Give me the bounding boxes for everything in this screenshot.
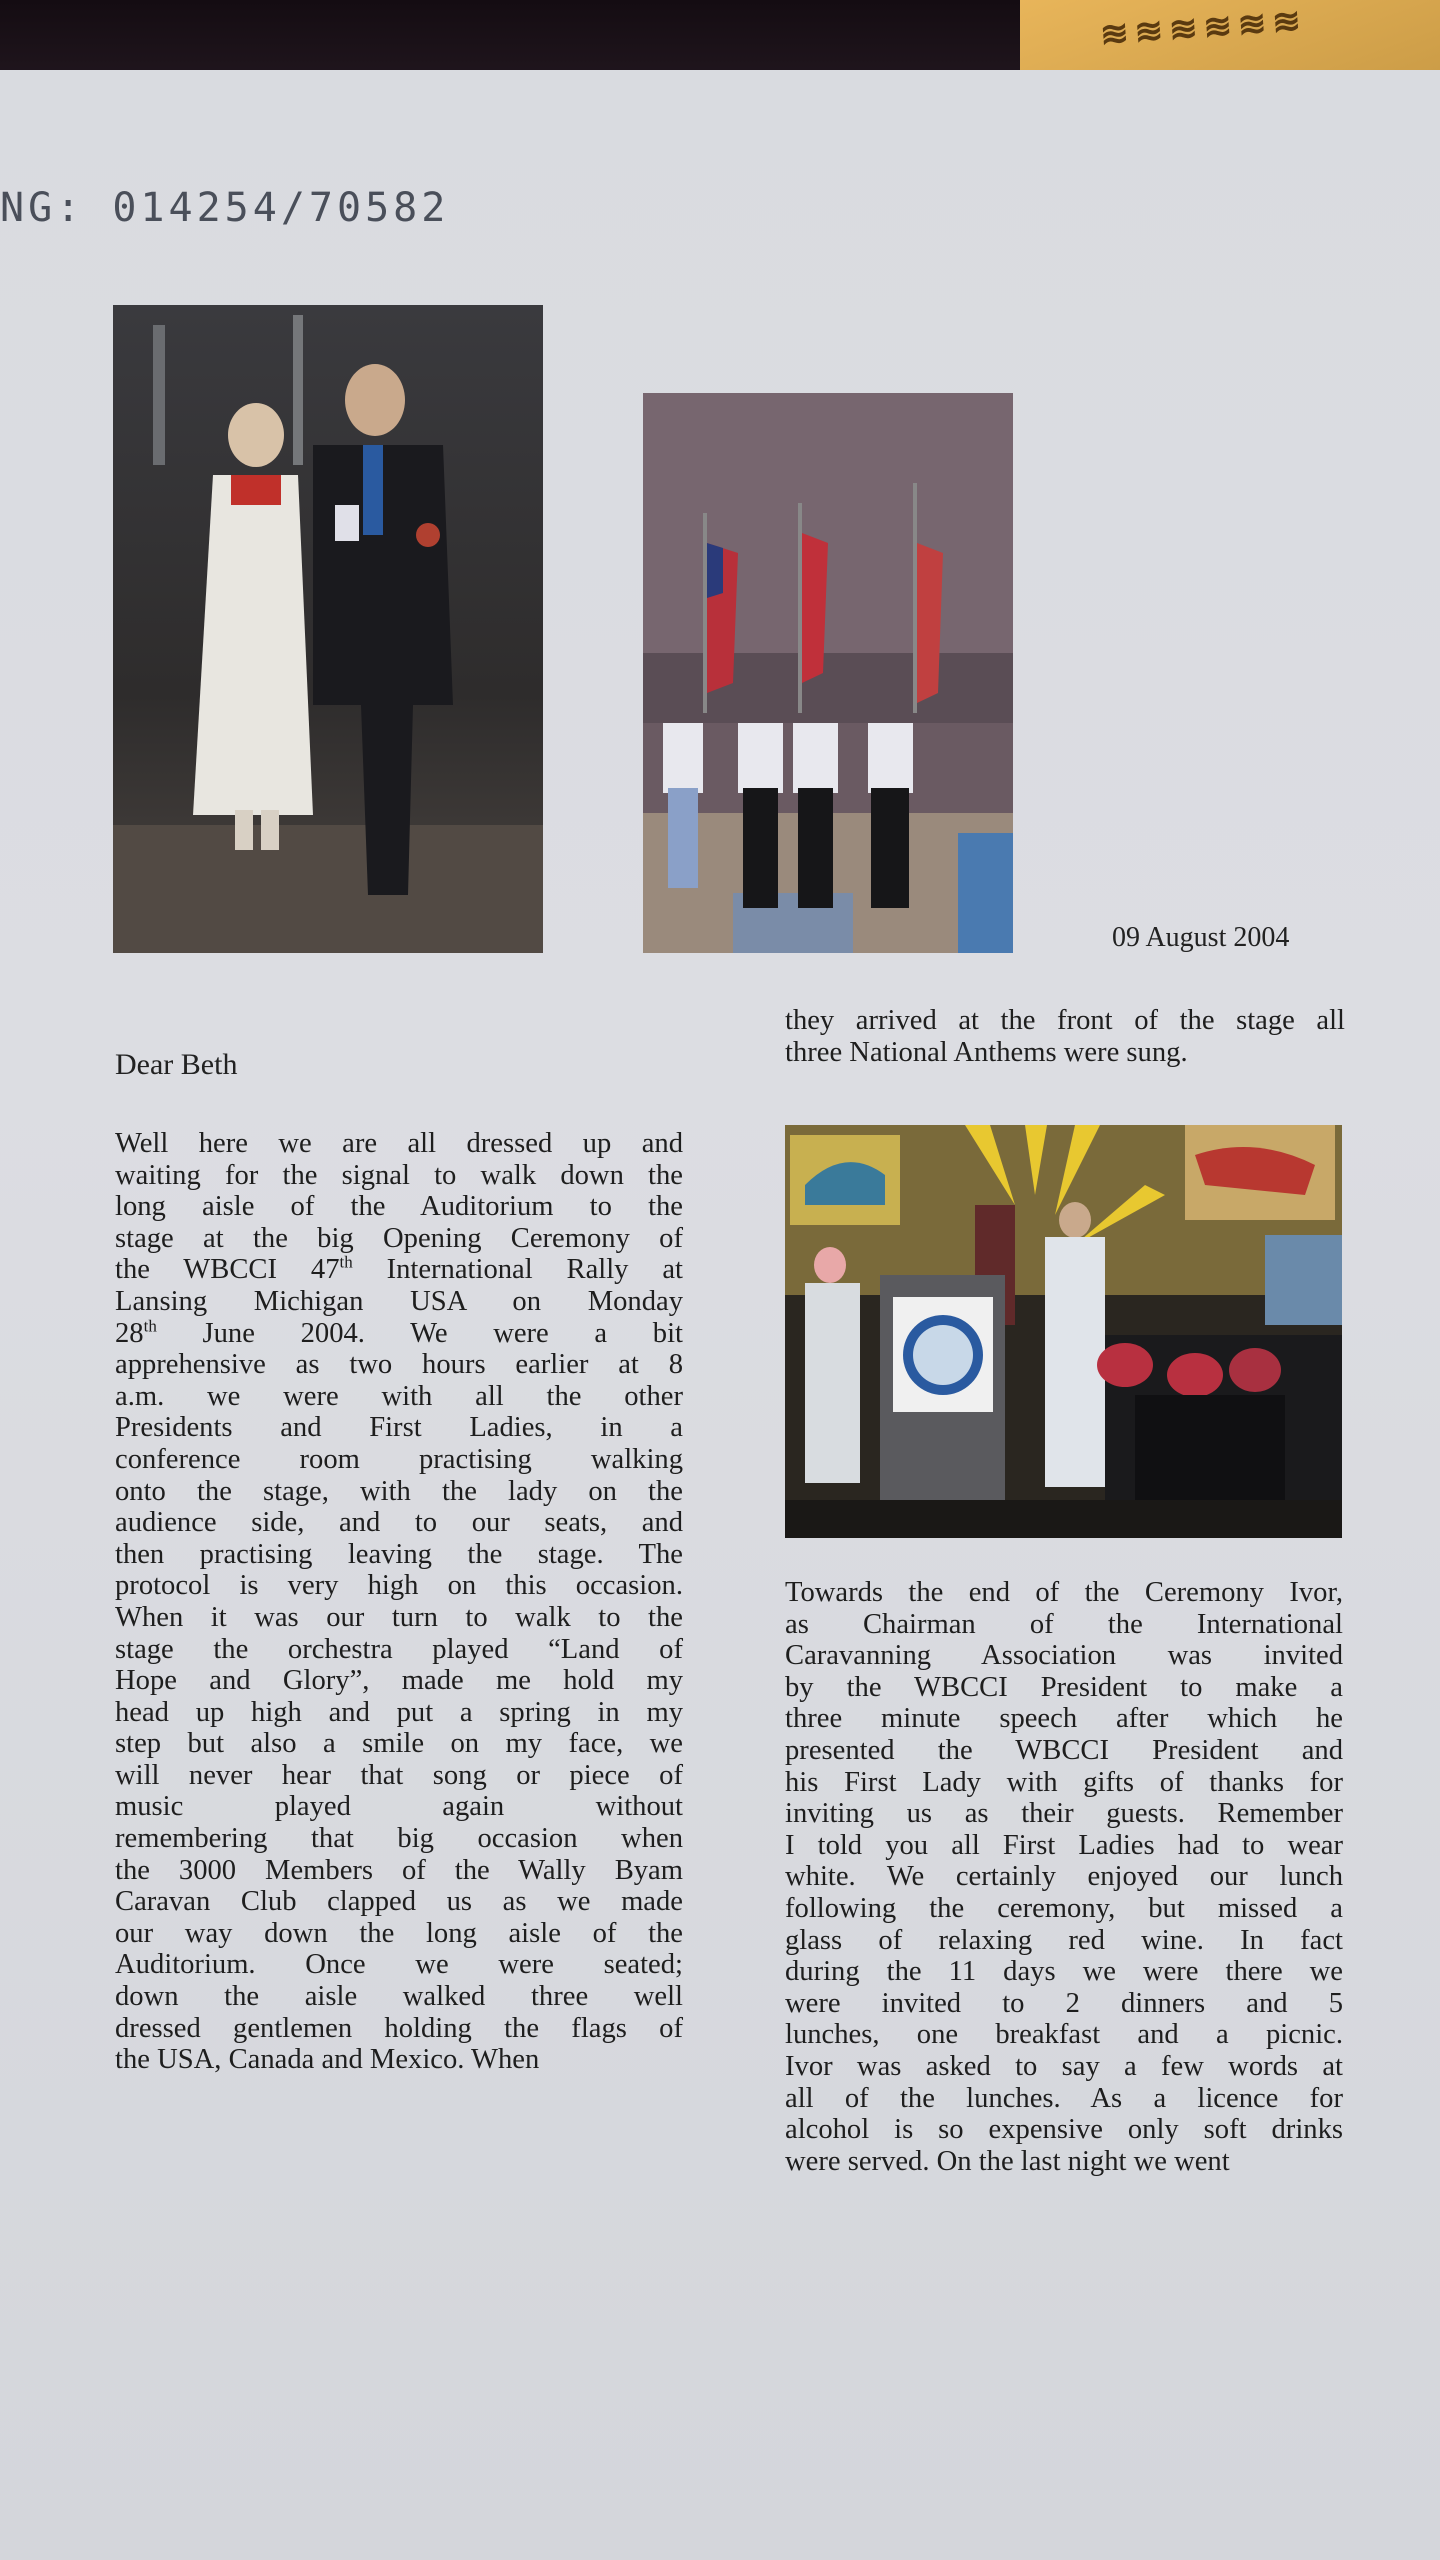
right-column-continuation <box>785 1005 1345 1068</box>
text-line: Auditorium. Once we were seated; <box>115 1949 683 1981</box>
text-line: the WBCCI 47th International Rally at <box>115 1252 683 1286</box>
text-line: stage the orchestra played “Land of <box>115 1633 683 1665</box>
text-line: as Chairman of the International <box>785 1608 1343 1640</box>
text-line: then practising leaving the stage. The <box>115 1538 683 1570</box>
text-line: remembering that big occasion when <box>115 1823 683 1855</box>
text-line: they arrived at the front of the stage all <box>785 1005 1345 1036</box>
text-line: during the 11 days we were there we <box>785 1956 1343 1988</box>
text-line: a.m. we were with all the other <box>115 1380 683 1412</box>
text-line: When it was our turn to walk to the <box>115 1601 683 1633</box>
text-line: Ivor was asked to say a few words at <box>785 2050 1343 2082</box>
text-line: inviting us as their guests. Remember <box>785 1798 1343 1830</box>
text-line: protocol is very high on this occasion. <box>115 1570 683 1602</box>
right-column-text <box>785 1577 1343 2177</box>
text-line: head up high and put a spring in my <box>115 1696 683 1728</box>
text-line: were served. On the last night we went <box>785 2145 1230 2177</box>
text-line: conference room practising walking <box>115 1443 683 1475</box>
text-line: Hope and Glory”, made me hold my <box>115 1665 683 1697</box>
text-line: following the ceremony, but missed a <box>785 1892 1343 1924</box>
text-line: down the aisle walked three well <box>115 1981 683 2013</box>
text-line: audience side, and to our seats, and <box>115 1507 683 1539</box>
photo-flag-bearers <box>643 393 1013 953</box>
text-line: alcohol is so expensive only soft drinks <box>785 2114 1343 2146</box>
text-line: Presidents and First Ladies, in a <box>115 1412 683 1444</box>
letter-date: 09 August 2004 <box>1112 922 1290 953</box>
text-line: our way down the long aisle of the <box>115 1917 683 1949</box>
text-line: were invited to 2 dinners and 5 <box>785 1987 1343 2019</box>
text-line: step but also a smile on my face, we <box>115 1728 683 1760</box>
text-line: Towards the end of the Ceremony Ivor, <box>785 1577 1343 1608</box>
text-line: music played again without <box>115 1791 683 1823</box>
text-line: white. We certainly enjoyed our lunch <box>785 1861 1343 1893</box>
text-line: 28th June 2004. We were a bit <box>115 1316 683 1349</box>
photo-couple <box>113 305 543 953</box>
text-line: by the WBCCI President to make a <box>785 1671 1343 1703</box>
text-line: three National Anthems were sung. <box>785 1036 1188 1068</box>
text-line: waiting for the signal to walk down the <box>115 1159 683 1191</box>
text-line: all of the lunches. As a licence for <box>785 2082 1343 2114</box>
text-line: dressed gentlemen holding the flags of <box>115 2012 683 2044</box>
text-line: the 3000 Members of the Wally Byam <box>115 1854 683 1886</box>
text-line: will never hear that song or piece of <box>115 1759 683 1791</box>
text-line: Caravan Club clapped us as we made <box>115 1886 683 1918</box>
text-line: stage at the big Opening Ceremony of <box>115 1222 683 1254</box>
text-line: Caravanning Association was invited <box>785 1640 1343 1672</box>
text-line: I told you all First Ladies had to wear <box>785 1829 1343 1861</box>
handwritten-note: NG: 014254/70582 <box>0 185 450 231</box>
text-line: onto the stage, with the lady on the <box>115 1475 683 1507</box>
text-line: the USA, Canada and Mexico. When <box>115 2044 540 2076</box>
text-line: his First Lady with gifts of thanks for <box>785 1766 1343 1798</box>
text-line: three minute speech after which he <box>785 1703 1343 1735</box>
photo-podium-ceremony <box>785 1125 1342 1538</box>
text-line: Lansing Michigan USA on Monday <box>115 1285 683 1317</box>
text-line: lunches, one breakfast and a picnic. <box>785 2019 1343 2051</box>
text-line: long aisle of the Auditorium to the <box>115 1191 683 1223</box>
text-line: glass of relaxing red wine. In fact <box>785 1924 1343 1956</box>
envelope-marking: ≋≋≋≋≋≋ <box>1098 1 1309 55</box>
text-line: presented the WBCCI President and <box>785 1734 1343 1766</box>
text-line: apprehensive as two hours earlier at 8 <box>115 1349 683 1381</box>
text-line: Well here we are all dressed up and <box>115 1128 683 1159</box>
salutation: Dear Beth <box>115 1048 238 1081</box>
left-column-text <box>115 1128 683 2076</box>
